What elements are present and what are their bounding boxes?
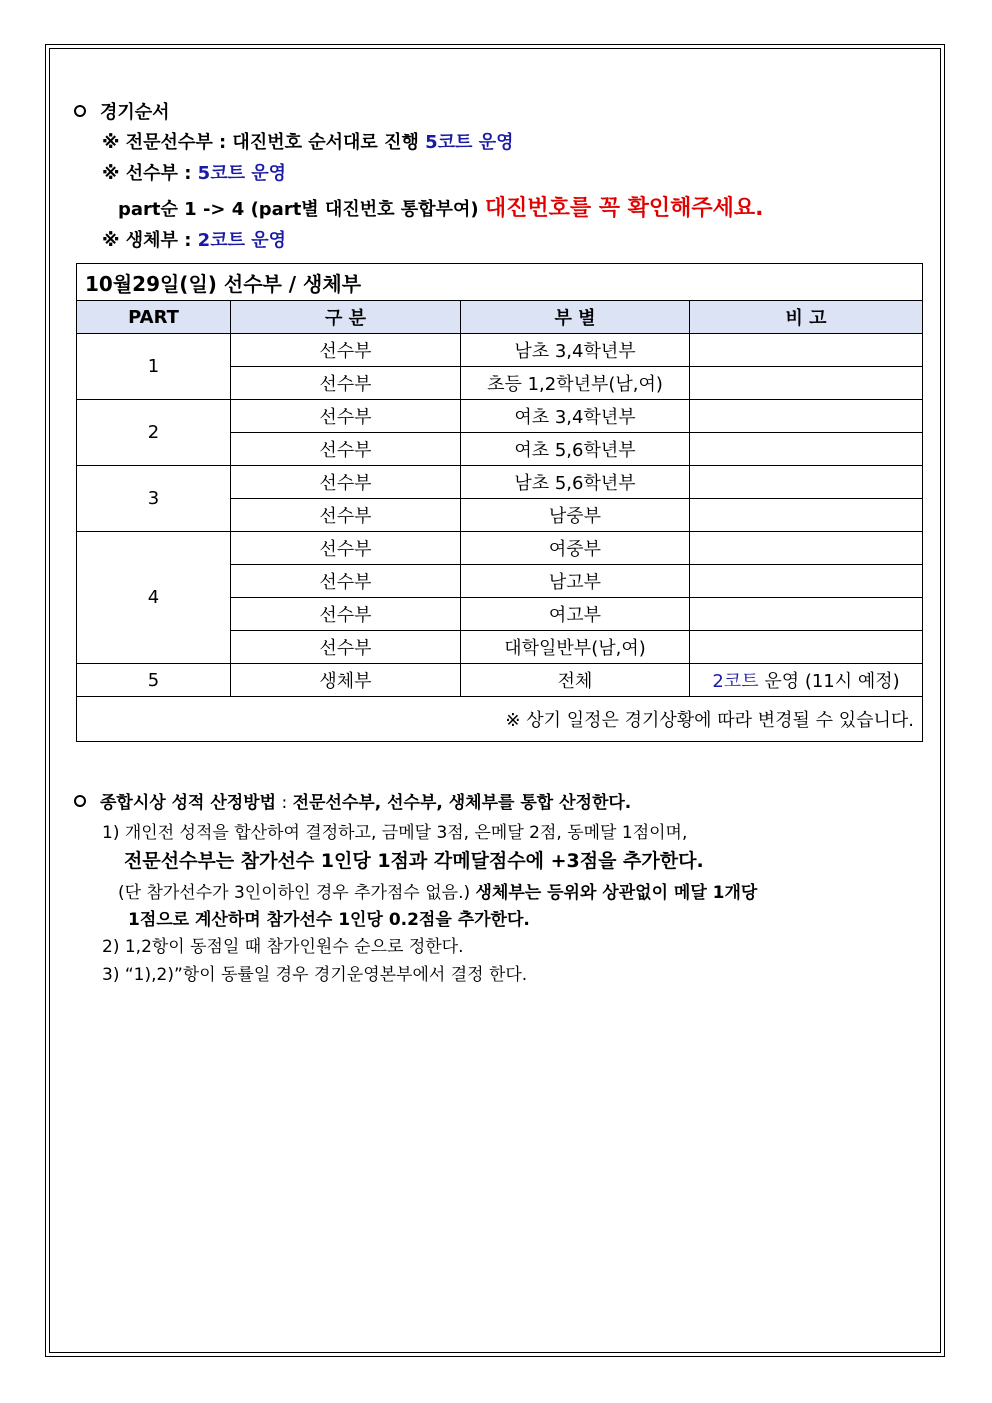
note-cell xyxy=(690,466,923,499)
type-cell: 선수부 xyxy=(231,631,461,664)
type-cell: 선수부 xyxy=(231,565,461,598)
section1-line1: ※ 전문선수부 : 대진번호 순서대로 진행 5코트 운영 xyxy=(102,132,514,153)
note-cell xyxy=(690,532,923,565)
header-type: 구 분 xyxy=(231,301,461,334)
part-cell: 5 xyxy=(77,664,231,697)
table-row xyxy=(77,532,923,565)
part-cell: 3 xyxy=(77,466,231,532)
type-cell: 생체부 xyxy=(231,664,461,697)
circle-bullet-icon xyxy=(74,795,86,807)
table-footnote: ※ 상기 일정은 경기상황에 따라 변경될 수 있습니다. xyxy=(77,697,923,742)
division-cell: 남초 5,6학년부 xyxy=(461,466,690,499)
table-row xyxy=(77,400,923,433)
type-cell: 선수부 xyxy=(231,466,461,499)
section2-item1-line4: 1점으로 계산하며 참가선수 1인당 0.2점을 추가한다. xyxy=(128,910,530,930)
note-cell xyxy=(690,367,923,400)
part-cell: 2 xyxy=(77,400,231,466)
section1-line3: part순 1 -> 4 (part별 대진번호 통합부여) 대진번호를 꼭 확인해주세요. xyxy=(118,196,764,221)
division-cell: 남초 3,4학년부 xyxy=(461,334,690,367)
note-cell xyxy=(690,499,923,532)
type-cell: 선수부 xyxy=(231,334,461,367)
division-cell: 대학일반부(남,여) xyxy=(461,631,690,664)
section2-item1-line3: (단 참가선수가 3인이하인 경우 추가점수 없음.) 생체부는 등위와 상관없이 메달 1개당 xyxy=(118,883,758,903)
division-cell: 초등 1,2학년부(남,여) xyxy=(461,367,690,400)
table-title: 10월29일(일) 선수부 / 생체부 xyxy=(77,264,923,301)
section2-item3: 3) “1),2)”항이 동률일 경우 경기운영본부에서 결정 한다. xyxy=(102,965,528,985)
table-header-row xyxy=(77,301,923,334)
table-row xyxy=(77,466,923,499)
type-cell: 선수부 xyxy=(231,598,461,631)
division-cell: 여초 3,4학년부 xyxy=(461,400,690,433)
note-cell xyxy=(690,565,923,598)
division-cell: 전체 xyxy=(461,664,690,697)
type-cell: 선수부 xyxy=(231,433,461,466)
section2-item1-line2: 전문선수부는 참가선수 1인당 1점과 각메달점수에 +3점을 추가한다. xyxy=(124,850,704,872)
table-row xyxy=(77,334,923,367)
table-row xyxy=(77,664,923,697)
section2-item2: 2) 1,2항이 동점일 때 참가인원수 순으로 정한다. xyxy=(102,937,464,957)
part-cell: 4 xyxy=(77,532,231,664)
note-cell xyxy=(690,598,923,631)
section2-item1-line1: 1) 개인전 성적을 합산하여 결정하고, 금메달 3점, 은메달 2점, 동메달 1점이며, xyxy=(102,823,688,843)
section1-line4: ※ 생체부 : 2코트 운영 xyxy=(102,230,287,251)
division-cell: 남중부 xyxy=(461,499,690,532)
division-cell: 남고부 xyxy=(461,565,690,598)
header-part: PART xyxy=(77,301,231,334)
division-cell: 여초 5,6학년부 xyxy=(461,433,690,466)
division-cell: 여중부 xyxy=(461,532,690,565)
header-note: 비 고 xyxy=(690,301,923,334)
note-cell xyxy=(690,631,923,664)
circle-bullet-icon xyxy=(74,105,86,117)
type-cell: 선수부 xyxy=(231,532,461,565)
part-cell: 1 xyxy=(77,334,231,400)
schedule-table xyxy=(76,263,923,742)
note-cell xyxy=(690,334,923,367)
type-cell: 선수부 xyxy=(231,400,461,433)
type-cell: 선수부 xyxy=(231,367,461,400)
section2-heading: 종합시상 성적 산정방법 : 전문선수부, 선수부, 생체부를 통합 산정한다. xyxy=(74,788,631,813)
note-cell xyxy=(690,400,923,433)
header-division: 부 별 xyxy=(461,301,690,334)
division-cell: 여고부 xyxy=(461,598,690,631)
type-cell: 선수부 xyxy=(231,499,461,532)
section1-heading: 경기순서 xyxy=(74,98,170,124)
note-cell: 2코트 운영 (11시 예정) xyxy=(690,664,923,697)
section1-line2: ※ 선수부 : 5코트 운영 xyxy=(102,163,287,184)
note-cell xyxy=(690,433,923,466)
